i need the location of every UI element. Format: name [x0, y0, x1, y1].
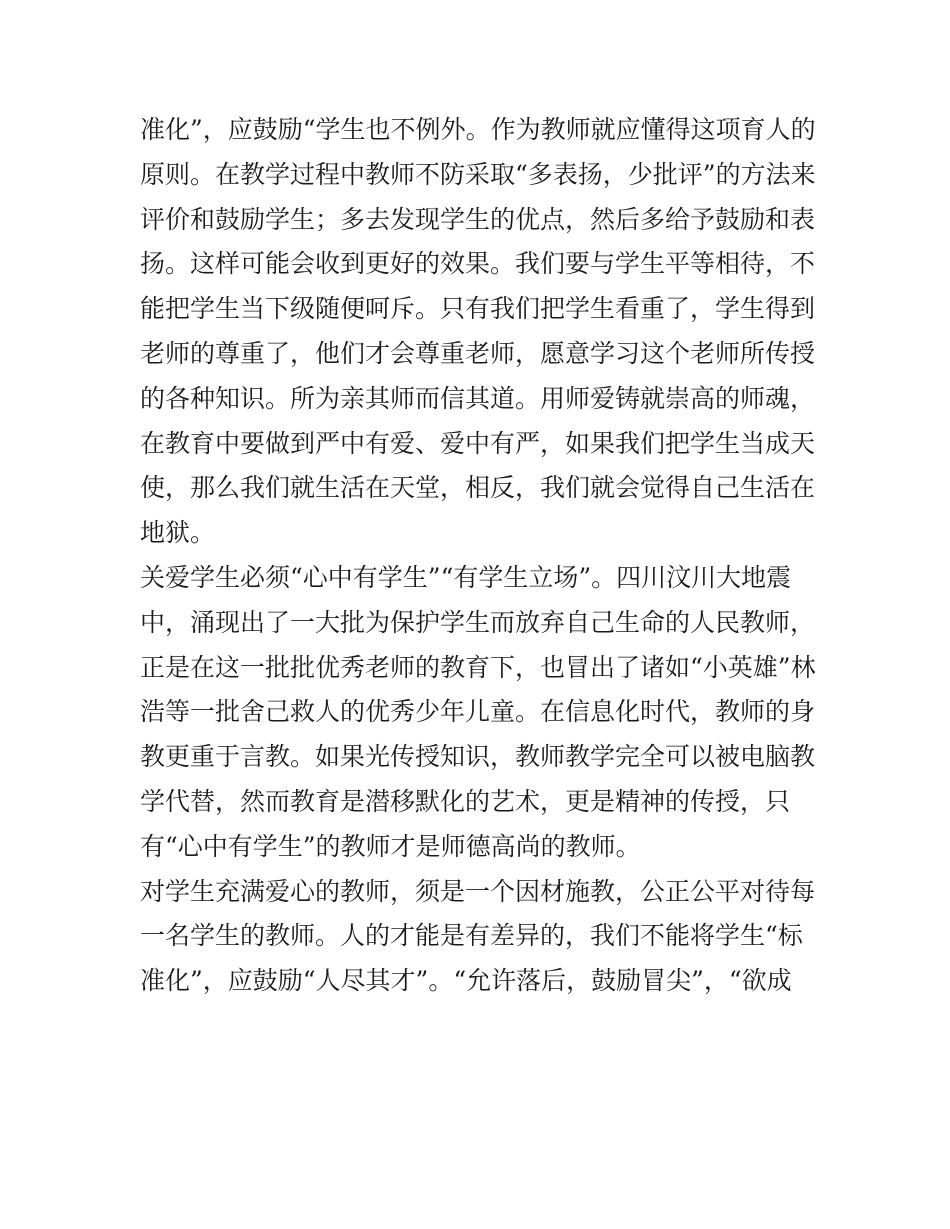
- text-line: 关爱学生必须“心中有学生”“有学生立场”。四川汶川大地震: [140, 562, 792, 592]
- text-line: 在教育中要做到严中有爱、爱中有严，如果我们把学生当成天: [140, 428, 816, 458]
- text-line: 的各种知识。所为亲其师而信其道。用师爱铸就崇高的师魂，: [140, 383, 816, 413]
- text-line: 评价和鼓励学生；多去发现学生的优点，然后多给予鼓励和表: [140, 204, 816, 234]
- text-line: 教更重于言教。如果光传授知识，教师教学完全可以被电脑教: [140, 742, 816, 772]
- text-line: 浩等一批舍己救人的优秀少年儿童。在信息化时代，教师的身: [140, 697, 816, 727]
- text-line: 老师的尊重了，他们才会尊重老师，愿意学习这个老师所传授: [140, 338, 816, 368]
- text-line: 地狱。: [140, 518, 216, 548]
- text-line: 有“心中有学生”的教师才是师德高尚的教师。: [140, 831, 641, 861]
- text-line: 使，那么我们就生活在天堂，相反，我们就会觉得自己生活在: [140, 473, 816, 503]
- text-line: 对学生充满爱心的教师，须是一个因材施教，公正公平对待每: [140, 876, 816, 906]
- text-line: 正是在这一批批优秀老师的教育下，也冒出了诸如“小英雄”林: [140, 652, 816, 682]
- text-line: 学代替，然而教育是潜移默化的艺术，更是精神的传授，只: [140, 786, 791, 816]
- text-line: 准化”，应鼓励“人尽其才”。“允许落后，鼓励冒尖”，“欲成: [140, 966, 792, 996]
- text-line: 中，涌现出了一大批为保护学生而放弃自己生命的人民教师，: [140, 607, 816, 637]
- text-line: 原则。在教学过程中教师不防采取“多表扬，少批评”的方法来: [140, 159, 816, 189]
- text-line: 准化”，应鼓励“学生也不例外。作为教师就应懂得这项育人的: [140, 115, 816, 144]
- body-text: [140, 108, 820, 1004]
- text-line: 一名学生的教师。人的才能是有差异的，我们不能将学生“标: [140, 921, 803, 951]
- text-line: 能把学生当下级随便呵斥。只有我们把学生看重了，学生得到: [140, 294, 816, 324]
- text-line: 扬。这样可能会收到更好的效果。我们要与学生平等相待，不: [140, 249, 816, 279]
